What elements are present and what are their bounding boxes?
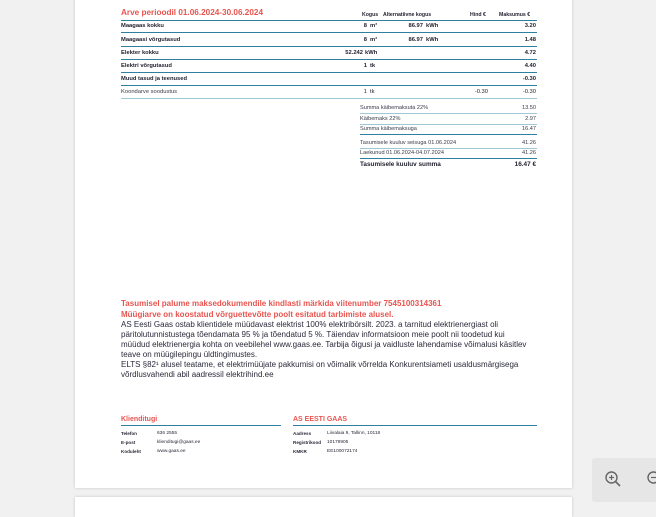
row-price: -0.30 [474, 89, 488, 95]
row-total: 1.48 [524, 37, 536, 43]
vat-value: EE100072174 [327, 449, 358, 454]
row-qty-unit: tk [370, 63, 376, 69]
support-title: Klienditugi [121, 416, 158, 423]
address-value: Liivalaia 9, Tallinn, 10118 [327, 431, 381, 436]
invoice-page [75, 0, 572, 488]
header-alt-quantity: Alternatiivne kogus [383, 12, 432, 18]
row-total: 4.72 [524, 50, 536, 56]
row-label: Muud tasud ja teenused [121, 76, 188, 82]
summary-value: 16.47 [522, 126, 536, 132]
payment-label: Laekunud 01.06.2024-04.07.2024 [360, 150, 444, 156]
footer-label: Telefon [121, 431, 137, 436]
summary-label: Käibemaks 22% [360, 116, 401, 122]
row-alt-unit: kWh [426, 23, 439, 29]
header-total: Maksumus € [499, 12, 531, 18]
footer-label: Registrikood [293, 440, 322, 445]
next-page [75, 497, 572, 517]
email-value: klienditugi@gaas.ee [157, 440, 201, 445]
summary-label: Summa käibemaksuga [360, 126, 417, 132]
row-qty: 1 [363, 89, 367, 95]
row-qty: 52.242 [345, 50, 363, 56]
row-alt: 86.97 [408, 37, 423, 43]
total-due-label: Tasumisele kuuluv summa [360, 161, 441, 168]
reference-notice: Tasumisel palume maksedokumendile kindlasti märkida viitenumber 7545100314361 [121, 299, 442, 308]
header-quantity: Kogus [362, 12, 379, 18]
payment-value: 41.26 [522, 140, 536, 146]
row-total: 4.40 [524, 63, 536, 69]
row-label: Elekter kokku [121, 50, 159, 56]
row-total: -0.30 [522, 89, 536, 95]
row-qty-unit: m³ [370, 37, 378, 43]
row-label: Koondarve soodustus [121, 89, 178, 95]
row-alt-unit: kWh [426, 37, 439, 43]
row-label: Maagaas kokku [121, 23, 164, 29]
footer-label: Koduleht [121, 449, 141, 454]
price-comparison-notice: ELTS §82¹ alusel teatame, et elektrimüüjate pakkumisi on võimalik võrrelda Konkurentsiameti usaldusmärgisega võrdlusvahendi abil aadressil elektrihind.ee [121, 360, 519, 379]
footer-label: Aadress [293, 431, 312, 436]
zoom-in-icon[interactable] [604, 470, 622, 493]
row-qty-unit: tk [370, 89, 375, 95]
zoom-out-icon[interactable] [646, 470, 656, 493]
summary-label: Summa käibemaksuta 22% [360, 105, 429, 111]
header-price: Hind € [470, 12, 486, 18]
row-qty-unit: kWh [365, 50, 378, 56]
row-alt: 86.97 [408, 23, 423, 29]
row-qty: 1 [363, 63, 367, 69]
summary-value: 13.50 [522, 105, 536, 111]
footer-label: KMKR [293, 449, 307, 454]
reg-code-value: 10178905 [327, 440, 349, 445]
consumption-notice: Müügiarve on koostatud võrguettevõtte poolt esitatud tarbimiste alusel. [121, 310, 394, 319]
company-title: AS EESTI GAAS [293, 416, 348, 423]
total-due-value: 16.47 € [514, 161, 536, 168]
footer-label: E-post [121, 440, 136, 445]
row-total: -0.30 [522, 76, 536, 82]
website-value: www.gaas.ee [157, 449, 186, 454]
phone-value: 636 2555 [157, 431, 178, 436]
period-title: Arve perioodil 01.06.2024-30.06.2024 [121, 8, 264, 17]
payment-label: Tasumisele kuuluv seisuga 01.06.2024 [360, 140, 457, 146]
row-label: Maagaasi võrgutasud [121, 37, 181, 43]
zoom-controls [592, 458, 656, 502]
row-label: Elektri võrgutasud [121, 63, 172, 69]
energy-origin-notice: AS Eesti Gaas ostab klientidele müüdavast elektrist 100% elektribörsilt. 2023. a tarnitud elektrienergiast oli päritolutunnistustega tõendamata 95 % ja tõendatud 5 %. Täiendav informatsioon meie poolt nii toodetud kui müüdud elektrienergia kohta on veebilehel www.gaas.ee. Tarbija õigusi ja vaidluste lahendamise võimalusi käsitlev teave on müügilepingu üldtingimustes. [121, 320, 527, 359]
payment-value: 41.26 [522, 150, 536, 156]
summary-value: 2.97 [525, 116, 536, 122]
row-qty-unit: m³ [370, 23, 378, 29]
row-qty: 8 [363, 37, 367, 43]
row-total: 3.20 [524, 23, 536, 29]
row-qty: 8 [363, 23, 367, 29]
